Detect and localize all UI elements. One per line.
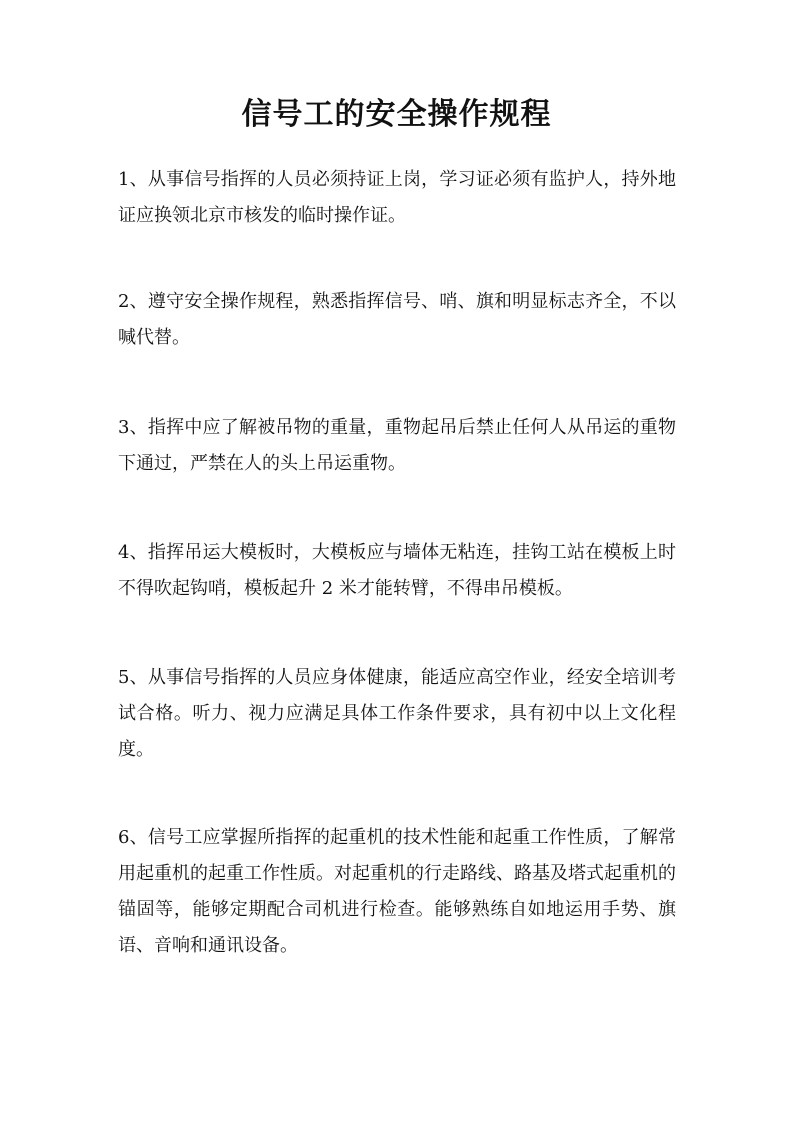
paragraph-4: 4、指挥吊运大模板时，大模板应与墙体无粘连，挂钩工站在模板上时不得吹起钩哨，模板起升 2 米才能转臂，不得串吊模板。 bbox=[118, 542, 676, 599]
paragraph-3: 3、指挥中应了解被吊物的重量，重物起吊后禁止任何人从吊运的重物下通过，严禁在人的头上吊运重物。 bbox=[118, 417, 676, 474]
document-title: 信号工的安全操作规程 bbox=[241, 97, 552, 132]
paragraph-6: 6、信号工应掌握所指挥的起重机的技术性能和起重工作性质，了解常用起重机的起重工作性质。对起重机的行走路线、路基及塔式起重机的锚固等，能够定期配合司机进行检查。能够熟练自如地运用手势、旗语、音响和通讯设备。 bbox=[118, 827, 676, 956]
paragraph-1: 1、从事信号指挥的人员必须持证上岗，学习证必须有监护人，持外地证应换领北京市核发的临时操作证。 bbox=[118, 169, 676, 226]
paragraph-5: 5、从事信号指挥的人员应身体健康，能适应高空作业，经安全培训考试合格。听力、视力应满足具体工作条件要求，具有初中以上文化程度。 bbox=[118, 667, 676, 760]
paragraph-2: 2、遵守安全操作规程，熟悉指挥信号、哨、旗和明显标志齐全，不以喊代替。 bbox=[118, 291, 676, 348]
